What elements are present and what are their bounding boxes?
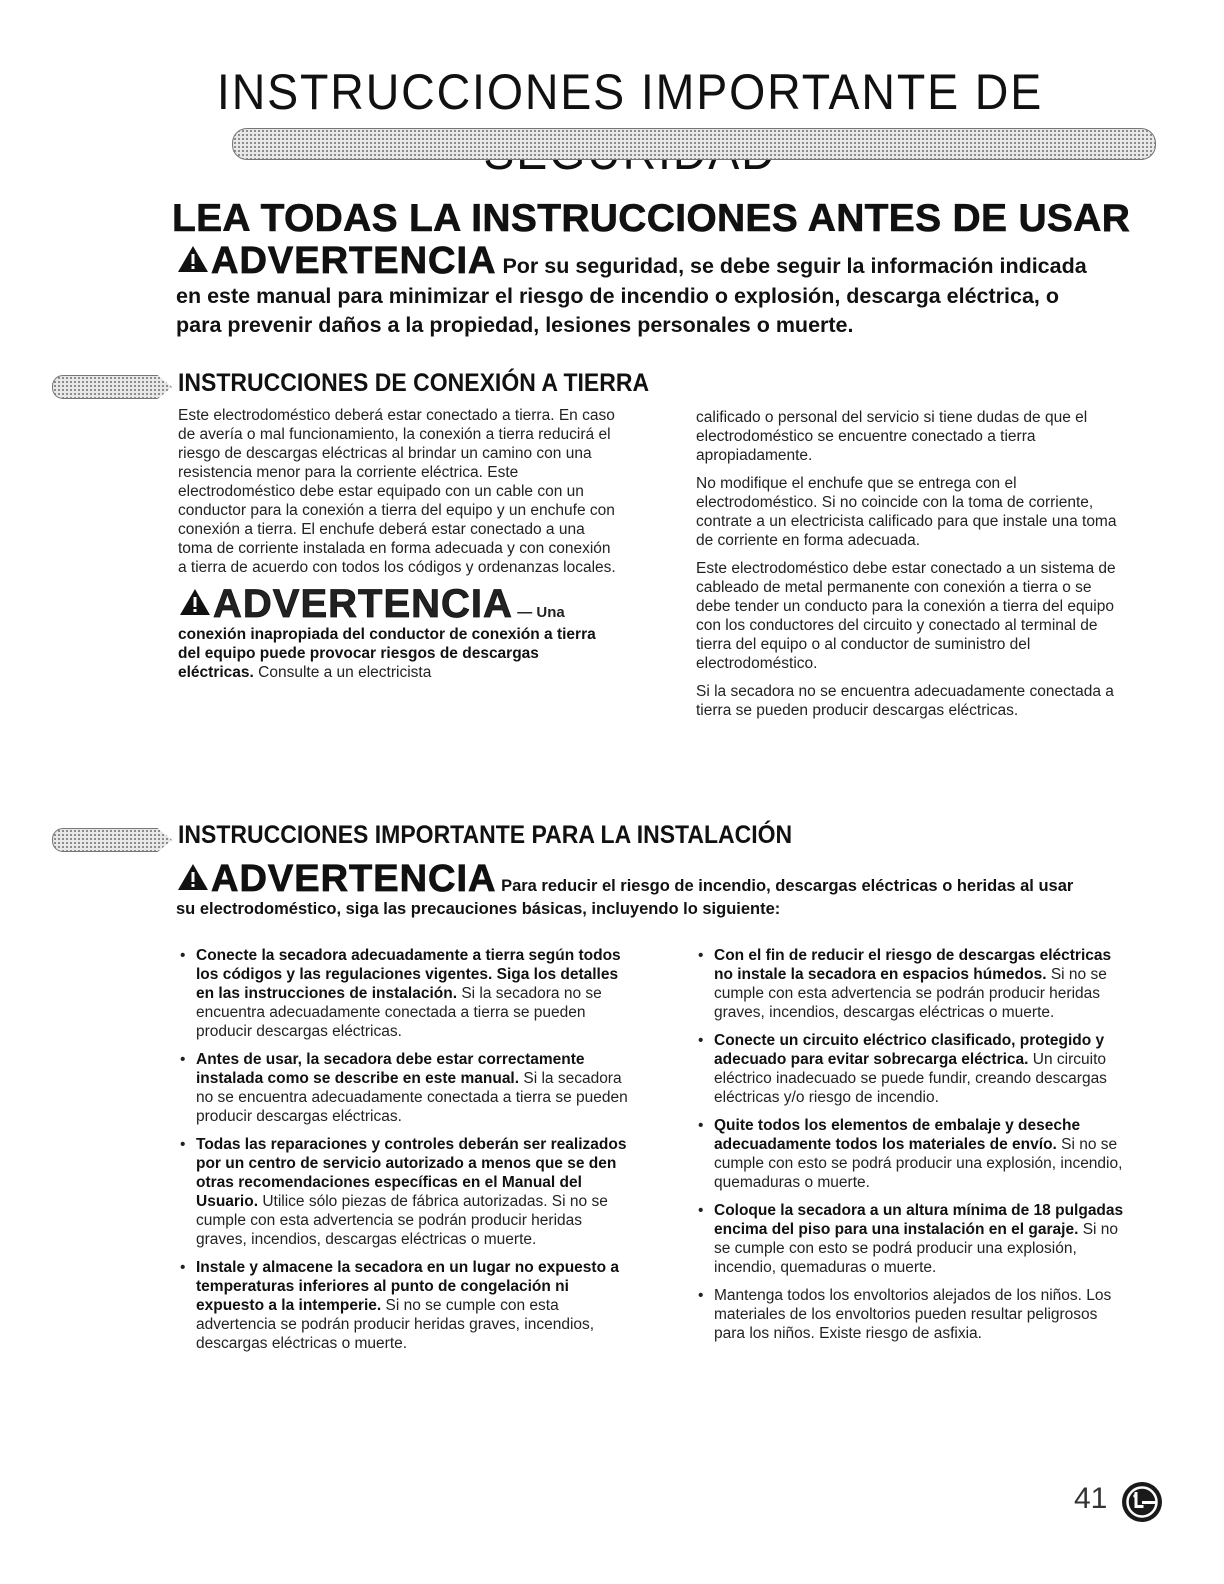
list-item: • Instale y almacene la secadora en un lugar no expuesto a temperaturas inferiores al punto de congelación ni expuesto a la intemperie. Si no se cumple con esta advertencia se podrán producir heridas graves, incendios, descargas eléctricas o muerte.	[178, 1258, 630, 1353]
warning-triangle-icon	[178, 586, 212, 623]
grounding-right-paragraph: Si la secadora no se encuentra adecuadamente conectada a tierra se pueden producir descargas eléctricas.	[696, 683, 1114, 719]
section-marker	[52, 828, 172, 852]
grounding-heading: INSTRUCCIONES DE CONEXIÓN A TIERRA	[178, 369, 650, 397]
warning-triangle-icon	[176, 244, 210, 282]
installation-warning	[176, 858, 1096, 920]
list-item: • Antes de usar, la secadora debe estar correctamente instalada como se describe en este manual. Si la secadora no se encuentra adecuadamente conectada a tierra se pueden producir descargas eléctricas.	[178, 1050, 630, 1126]
installation-left-column	[178, 946, 630, 1362]
installation-heading: INSTRUCCIONES IMPORTANTE PARA LA INSTALACIÓN	[178, 821, 793, 849]
warning-triangle-icon	[176, 862, 210, 898]
main-warning-text: Por su seguridad, se debe seguir la información indicada en este manual para minimizar el riesgo de incendio o explosión, descarga eléctrica, o para prevenir daños a la propiedad, lesiones personales o muerte.	[176, 254, 1087, 337]
list-item: • Mantenga todos los envoltorios alejados de los niños. Los materiales de los envoltorios pueden resultar peligrosos para los niños. Existe riesgo de asfixia.	[696, 1286, 1130, 1343]
installation-warning-text: Para reducir el riesgo de incendio, descargas eléctricas o heridas al usar su electrodoméstico, siga las precauciones básicas, incluyendo lo siguiente:	[176, 877, 1074, 918]
list-item: • Conecte un circuito eléctrico clasificado, protegido y adecuado para evitar sobrecarga eléctrica. Un circuito eléctrico inadecuado se puede fundir, creando descargas eléctricas y/o riesgo de incendio.	[696, 1031, 1130, 1107]
decorative-dotted-bar	[232, 128, 1156, 160]
main-warning	[176, 240, 1096, 340]
grounding-warning-bold: conexión inapropiada del conductor de conexión a tierra del equipo puede provocar riesgos de descargas eléctricas.	[178, 626, 596, 681]
list-item: • Conecte la secadora adecuadamente a tierra según todos los códigos y las regulaciones vigentes. Siga los detalles en las instrucciones de instalación. Si la secadora no se encuentra adecuadamente conectada a tierra se pueden producir descargas eléctricas.	[178, 946, 630, 1041]
grounding-left-column	[178, 406, 618, 682]
list-item: • Coloque la secadora a un altura mínima de 18 pulgadas encima del piso para una instalación en el garaje. Si no se cumple con esto se podrá producir una explosión, incendio, quemaduras o muerte.	[696, 1201, 1130, 1277]
list-item: • Con el fin de reducir el riesgo de descargas eléctricas no instale la secadora en espacios húmedos. Si no se cumple con esta advertencia se podrán producir heridas graves, incendios, descargas eléctricas o muerte.	[696, 946, 1130, 1022]
warning-label: ADVERTENCIA	[211, 858, 497, 900]
page-number: 41	[1074, 1482, 1108, 1515]
installation-right-column	[696, 946, 1130, 1352]
warning-label: ADVERTENCIA	[213, 582, 513, 626]
grounding-warning	[178, 582, 618, 682]
warning-label: ADVERTENCIA	[211, 240, 497, 282]
page-title: INSTRUCCIONES IMPORTANTE DE	[216, 64, 1044, 120]
subtitle: LEA TODAS LA INSTRUCCIONES ANTES DE USAR	[172, 197, 1131, 240]
grounding-right-paragraph: No modifique el enchufe que se entrega con el electrodoméstico. Si no coincide con la toma de corriente, contrate a un electricista calificado para que instale una toma de corriente en forma adecuada.	[696, 475, 1117, 549]
grounding-right-paragraph: Este electrodoméstico debe estar conectado a un sistema de cableado de metal permanente con conexión a tierra o se debe tender un conducto para la conexión a tierra del equipo con los conductores del circuito y conectado al terminal de tierra del equipo o al conductor de suministro del electrodoméstico.	[696, 560, 1116, 672]
grounding-right-paragraph: calificado o personal del servicio si tiene dudas de que el electrodoméstico se encuentre conectado a tierra apropiadamente.	[696, 409, 1088, 464]
grounding-paragraph: Este electrodoméstico deberá estar conectado a tierra. En caso de avería o mal funcionamiento, la conexión a tierra reducirá el riesgo de descargas eléctricas al brindar un camino con una resistencia menor para la corriente eléctrica. Este electrodoméstico debe estar equipado con un cable con un conductor para la conexión a tierra del equipo y un enchufe con conexión a tierra. El enchufe deberá estar conectado a una toma de corriente instalada en forma adecuada y con conexión a tierra de acuerdo con todos los códigos y ordenanzas locales.	[178, 407, 616, 576]
list-item: • Todas las reparaciones y controles deberán ser realizados por un centro de servicio autorizado a menos que se den otras recomendaciones específicas en el Manual del Usuario. Utilice sólo piezas de fábrica autorizadas. Si no se cumple con esta advertencia se podrán producir heridas graves, incendios, descargas eléctricas o muerte.	[178, 1135, 630, 1249]
grounding-right-column	[696, 408, 1128, 729]
grounding-warning-rest: Consulte a un electricista	[253, 664, 432, 681]
section-marker	[52, 375, 172, 399]
lg-logo-icon	[1120, 1480, 1164, 1529]
warning-dash-text: — Una	[517, 604, 565, 621]
list-item: • Quite todos los elementos de embalaje y deseche adecuadamente todos los materiales de envío. Si no se cumple con esto se podrá producir una explosión, incendio, quemaduras o muerte.	[696, 1116, 1130, 1192]
